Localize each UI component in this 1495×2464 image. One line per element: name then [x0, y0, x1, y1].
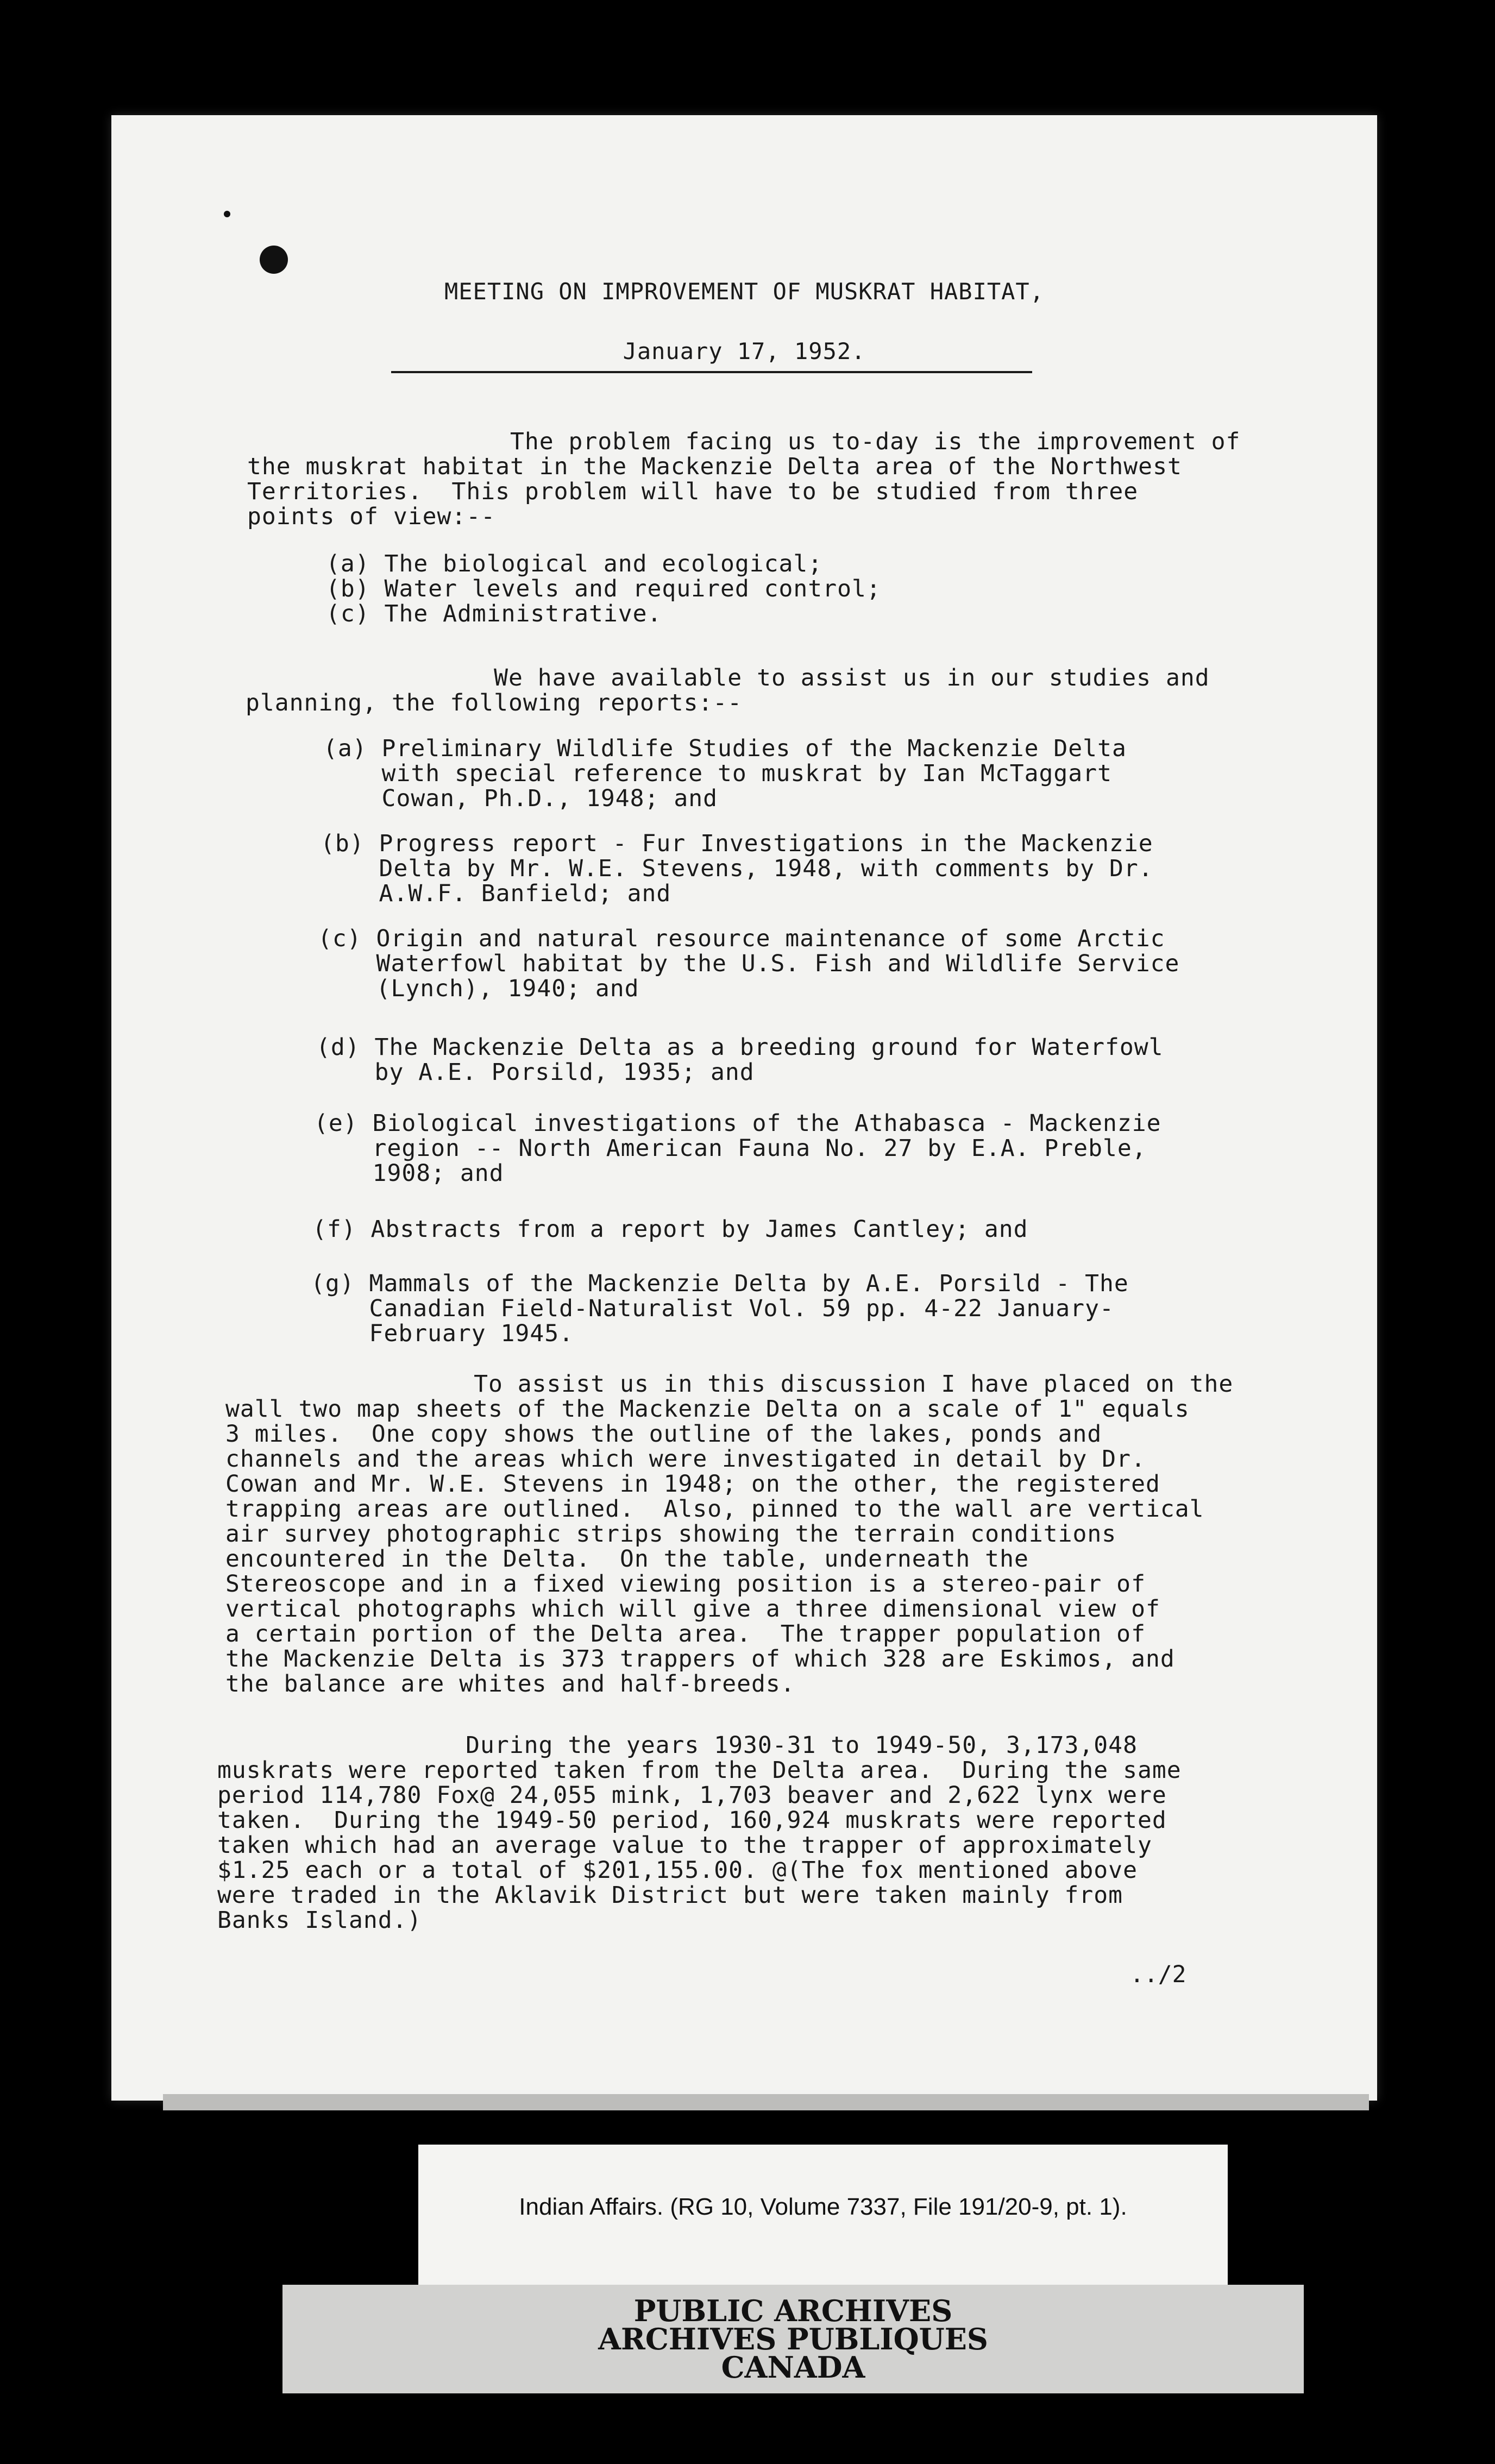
statistics-line: period 114,780 Fox@ 24,055 mink, 1,703 beaver and 2,622 lynx were [217, 1782, 1167, 1809]
stamp-line-1: PUBLIC ARCHIVES [633, 2293, 953, 2328]
report-item [321, 831, 1153, 906]
archive-reference-label [418, 2145, 1228, 2286]
report-line: February 1945. [311, 1320, 574, 1347]
report-line: A.W.F. Banfield; and [321, 880, 671, 907]
intro-line: The problem facing us to-day is the improvement of [247, 428, 1241, 455]
report-line: with special reference to muskrat by Ian McTaggart [323, 760, 1112, 787]
discussion-line: channels and the areas which were investigated in detail by Dr. [225, 1445, 1146, 1473]
discussion-line: a certain portion of the Delta area. The trapper population of [225, 1620, 1146, 1648]
report-item [316, 1035, 1164, 1085]
document-date: January 17, 1952. [623, 338, 866, 364]
title-underline [391, 371, 1032, 373]
discussion-line: encountered in the Delta. On the table, underneath the [225, 1545, 1029, 1573]
archive-reference-text: Indian Affairs. (RG 10, Volume 7337, File 191/20-9, pt. 1). [519, 2193, 1127, 2220]
report-line: region -- North American Fauna No. 27 by E.A. Preble, [314, 1135, 1147, 1162]
report-item [323, 736, 1127, 811]
statistics-line: During the years 1930-31 to 1949-50, 3,173,048 [217, 1732, 1138, 1759]
discussion-line: the balance are whites and half-breeds. [225, 1670, 795, 1698]
archive-stamp [282, 2285, 1304, 2393]
report-line: (f) Abstracts from a report by James Cantley; and [312, 1216, 1028, 1243]
discussion-line: Stereoscope and in a fixed viewing position is a stereo-pair of [225, 1570, 1146, 1598]
report-line: Canadian Field-Naturalist Vol. 59 pp. 4-22 January- [311, 1295, 1114, 1322]
report-line: (c) Origin and natural resource maintenance of some Arctic [318, 925, 1165, 952]
statistics-line: muskrats were reported taken from the Delta area. During the same [217, 1757, 1182, 1784]
report-line: (b) Progress report - Fur Investigations in the Mackenzie [321, 830, 1153, 857]
small-ink-mark [224, 211, 230, 217]
report-line: (g) Mammals of the Mackenzie Delta by A.E. Porsild - The [311, 1270, 1129, 1297]
report-line: Waterfowl habitat by the U.S. Fish and Wildlife Service [318, 950, 1180, 977]
intro-line: Territories. This problem will have to be studied from three [247, 478, 1139, 505]
discussion-line: air survey photographic strips showing the terrain conditions [225, 1520, 1117, 1548]
report-item [312, 1217, 1028, 1242]
statistics-line: Banks Island.) [217, 1907, 422, 1934]
discussion-line: wall two map sheets of the Mackenzie Delta on a scale of 1" equals [225, 1396, 1190, 1423]
report-item [314, 1111, 1161, 1186]
report-item [311, 1271, 1129, 1346]
discussion-paragraph [225, 1372, 1233, 1696]
discussion-line: the Mackenzie Delta is 373 trappers of which 328 are Eskimos, and [225, 1645, 1175, 1673]
statistics-paragraph [217, 1733, 1182, 1933]
statistics-line: taken. During the 1949-50 period, 160,924 muskrats were reported [217, 1807, 1167, 1834]
discussion-line: trapping areas are outlined. Also, pinned to the wall are vertical [225, 1495, 1204, 1523]
statistics-line: taken which had an average value to the trapper of approximately [217, 1832, 1152, 1859]
statistics-line: were traded in the Aklavik District but were taken mainly from [217, 1882, 1123, 1909]
reports-intro-line: We have available to assist us in our studies and [246, 664, 1210, 692]
report-line: (e) Biological investigations of the Athabasca - Mackenzie [314, 1110, 1161, 1137]
report-line: 1908; and [314, 1160, 504, 1187]
page-number: ../2 [1130, 1961, 1186, 1988]
report-line: (Lynch), 1940; and [318, 975, 639, 1002]
stamp-line-3: CANADA [721, 2350, 865, 2385]
document-title: MEETING ON IMPROVEMENT OF MUSKRAT HABITAT, [444, 278, 1045, 305]
point-item: (a) The biological and ecological; [326, 550, 823, 577]
point-item: (b) Water levels and required control; [326, 575, 881, 602]
intro-paragraph [247, 429, 1240, 529]
report-line: by A.E. Porsild, 1935; and [316, 1059, 755, 1086]
reports-intro-paragraph [246, 665, 1210, 715]
discussion-line: vertical photographs which will give a three dimensional view of [225, 1595, 1160, 1623]
discussion-line: Cowan and Mr. W.E. Stevens in 1948; on the other, the registered [225, 1470, 1160, 1498]
intro-line: points of view:-- [247, 503, 496, 530]
report-line: Cowan, Ph.D., 1948; and [323, 785, 718, 812]
statistics-line: $1.25 each or a total of $201,155.00. @(The fox mentioned above [217, 1857, 1138, 1884]
points-of-view-list [326, 551, 881, 626]
intro-line: the muskrat habitat in the Mackenzie Delta area of the Northwest [247, 453, 1182, 480]
report-line: (d) The Mackenzie Delta as a breeding ground for Waterfowl [316, 1034, 1164, 1061]
stamp-line-2: ARCHIVES PUBLIQUES [598, 2322, 988, 2356]
discussion-line: To assist us in this discussion I have placed on the [225, 1371, 1234, 1398]
page-underlay-edge [163, 2094, 1369, 2110]
punch-hole-mark [260, 246, 288, 274]
point-item: (c) The Administrative. [326, 600, 662, 627]
reports-intro-line: planning, the following reports:-- [246, 689, 743, 716]
report-line: Delta by Mr. W.E. Stevens, 1948, with comments by Dr. [321, 855, 1153, 882]
discussion-line: 3 miles. One copy shows the outline of the lakes, ponds and [225, 1420, 1102, 1448]
report-item [318, 926, 1179, 1001]
report-line: (a) Preliminary Wildlife Studies of the Mackenzie Delta [323, 735, 1127, 762]
